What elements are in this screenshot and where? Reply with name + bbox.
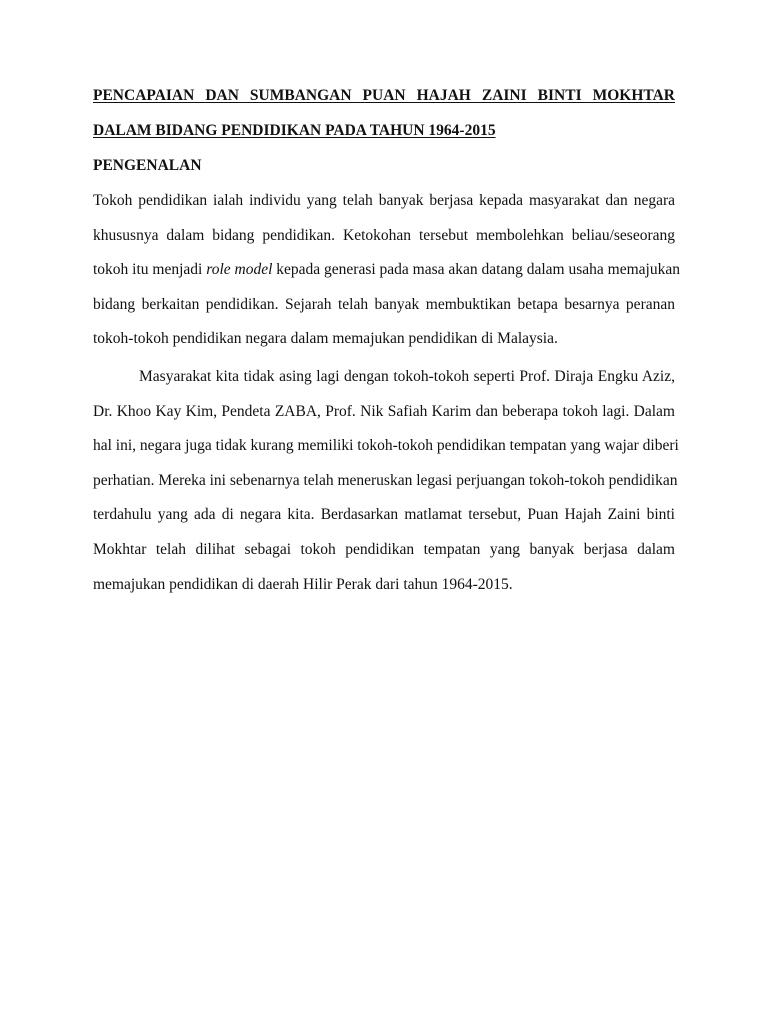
document-page	[93, 84, 680, 602]
section-heading-pengenalan: PENGENALAN	[93, 157, 202, 174]
paragraph-line: Mokhtar telah dilihat sebagai tokoh pendidikan tempatan yang banyak berjasa dalam	[93, 540, 675, 558]
paragraph-tokoh	[93, 360, 679, 602]
paragraph-line	[93, 253, 680, 288]
text-segment: kepada generasi pada masa akan datang dalam usaha memajukan	[272, 261, 680, 279]
paragraph-line: Masyarakat kita tidak asing lagi dengan tokoh-tokoh seperti Prof. Diraja Engku Aziz,	[139, 367, 675, 385]
paragraph-line: perhatian. Mereka ini sebenarnya telah meneruskan legasi perjuangan tokoh-tokoh pendidikan	[93, 471, 678, 489]
text-segment: tokoh itu menjadi	[93, 261, 207, 279]
paragraph-line: bidang berkaitan pendidikan. Sejarah telah banyak membuktikan betapa besarnya peranan	[93, 295, 675, 313]
italic-term: role model	[206, 261, 273, 279]
paragraph-introduction	[93, 184, 680, 357]
paragraph-line: memajukan pendidikan di daerah Hilir Perak dari tahun 1964-2015.	[93, 575, 513, 593]
paragraph-line: Dr. Khoo Kay Kim, Pendeta ZABA, Prof. Nik Safiah Karim dan beberapa tokoh lagi. Dalam	[93, 402, 675, 420]
paragraph-line: terdahulu yang ada di negara kita. Berdasarkan matlamat tersebut, Puan Hajah Zaini binti	[93, 506, 675, 524]
paragraph-line: Tokoh pendidikan ialah individu yang telah banyak berjasa kepada masyarakat dan negara	[93, 192, 675, 209]
paragraph-line: tokoh-tokoh pendidikan negara dalam memajukan pendidikan di Malaysia.	[93, 330, 558, 348]
document-title-line-2: DALAM BIDANG PENDIDIKAN PADA TAHUN 1964-2015	[93, 122, 496, 139]
paragraph-line: hal ini, negara juga tidak kurang memiliki tokoh-tokoh pendidikan tempatan yang wajar diberi	[93, 437, 679, 455]
document-title-line-1: PENCAPAIAN DAN SUMBANGAN PUAN HAJAH ZAINI BINTI MOKHTAR	[93, 87, 675, 104]
paragraph-line: khususnya dalam bidang pendidikan. Ketokohan tersebut membolehkan beliau/seseorang	[93, 226, 675, 244]
